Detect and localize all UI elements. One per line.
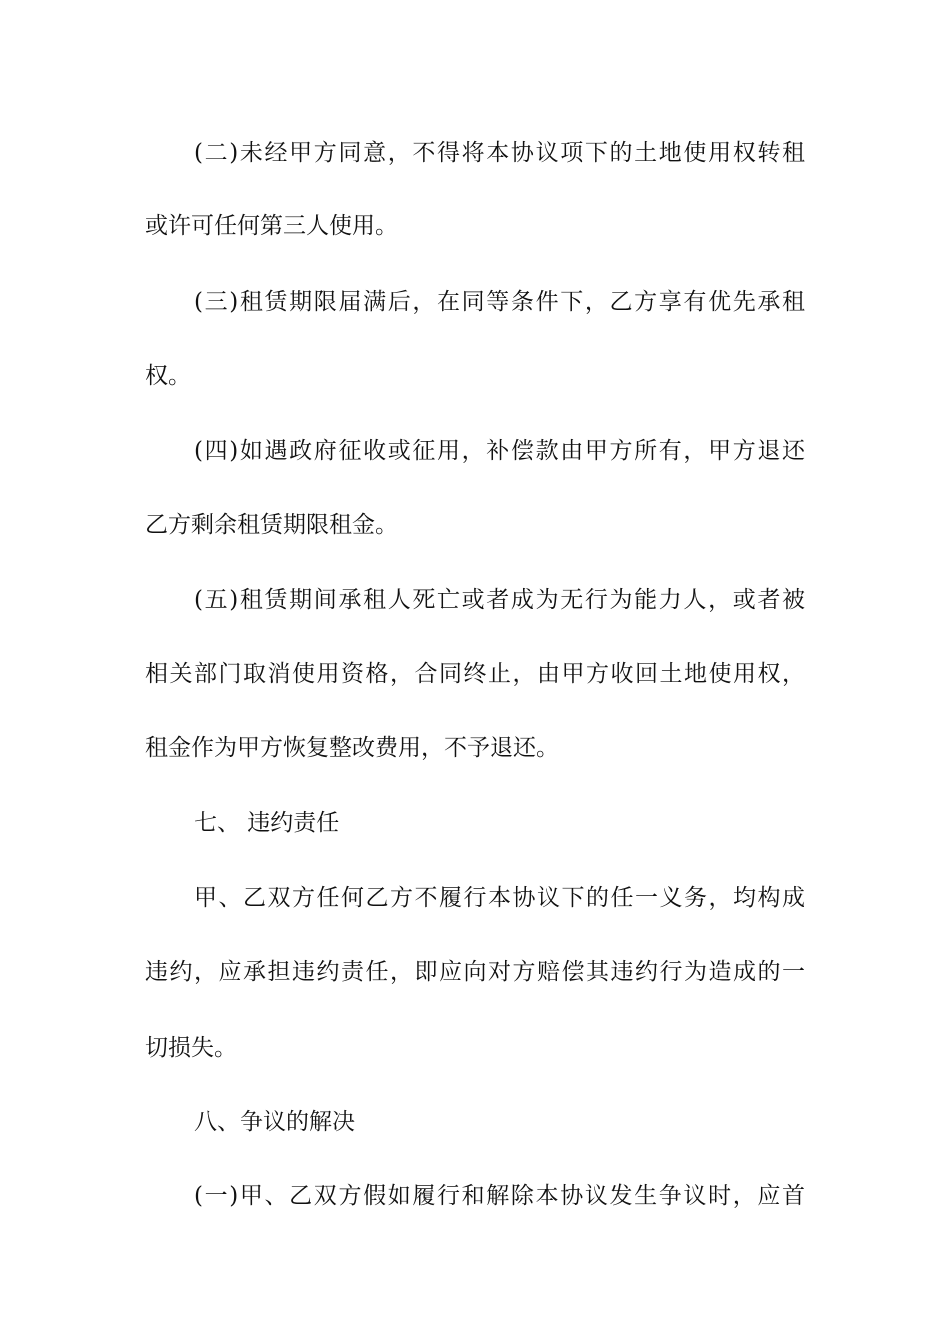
- clause-3-line-2: 权。: [145, 363, 191, 389]
- section-8-heading: 八、争议的解决: [194, 1109, 355, 1135]
- clause-5-line-3: 租金作为甲方恢复整改费用，不予退还。: [145, 735, 559, 761]
- clause-4-line-1: (四)如遇政府征收或征用，补偿款由甲方所有，甲方退还: [194, 438, 805, 464]
- clause-2-line-1: (二)未经甲方同意，不得将本协议项下的土地使用权转租: [194, 140, 805, 166]
- clause-5-line-2: 相关部门取消使用资格，合同终止，由甲方收回土地使用权，: [145, 661, 805, 687]
- clause-3-line-1: (三)租赁期限届满后，在同等条件下，乙方享有优先承租: [194, 289, 805, 315]
- clause-2-line-2: 或许可任何第三人使用。: [145, 213, 398, 239]
- clause-4-line-2: 乙方剩余租赁期限租金。: [145, 512, 398, 538]
- clause-5-line-1: (五)租赁期间承租人死亡或者成为无行为能力人，或者被: [194, 587, 805, 613]
- section-7-para-line-3: 切损失。: [145, 1035, 237, 1061]
- section-7-para-line-1: 甲、乙双方任何乙方不履行本协议下的任一义务，均构成: [194, 885, 805, 911]
- section-8-clause-1-line-1: (一)甲、乙双方假如履行和解除本协议发生争议时，应首: [194, 1183, 805, 1209]
- section-7-heading: 七、 违约责任: [194, 810, 340, 836]
- section-7-para-line-2: 违约，应承担违约责任，即应向对方赔偿其违约行为造成的一: [145, 959, 805, 985]
